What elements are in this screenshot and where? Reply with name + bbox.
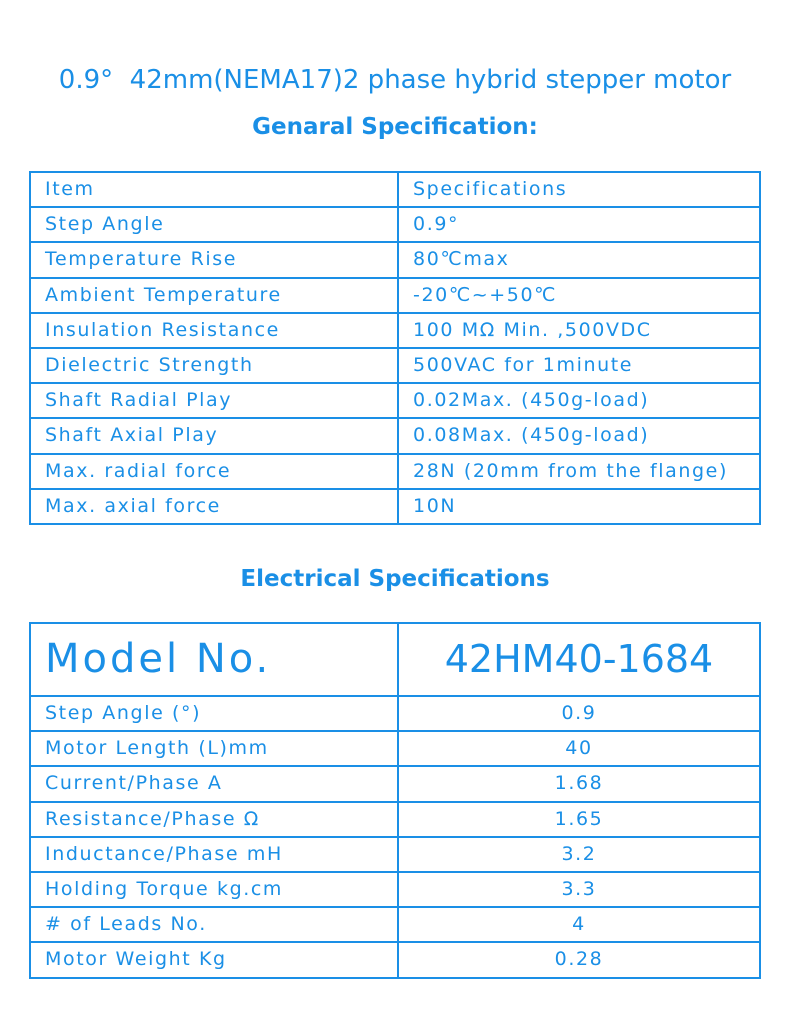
spec-value: 100 MΩ Min. ,500VDC [398, 313, 760, 348]
table-row [30, 872, 760, 907]
spec-value: 40 [398, 731, 760, 766]
page-title: 0.9° 42mm(NEMA17)2 phase hybrid stepper motor [58, 65, 732, 95]
general-spec-table [29, 171, 761, 525]
spec-value: 10N [398, 489, 760, 524]
spec-value: 28N (20mm from the flange) [398, 454, 760, 489]
spec-value: 0.08Max. (450g-load) [398, 418, 760, 453]
header-item: Item [30, 172, 398, 207]
table-row [30, 278, 760, 313]
table-row [30, 802, 760, 837]
model-no-label: Model No. [30, 623, 398, 696]
table-header-row [30, 623, 760, 696]
spec-item: Shaft Radial Play [30, 383, 398, 418]
model-no-value: 42HM40-1684 [398, 623, 760, 696]
spec-item: Holding Torque kg.cm [30, 872, 398, 907]
spec-item: Step Angle [30, 207, 398, 242]
electrical-spec-heading: Electrical Specifications [240, 566, 550, 592]
spec-item: Motor Weight Kg [30, 942, 398, 977]
table-row [30, 313, 760, 348]
spec-item: Ambient Temperature [30, 278, 398, 313]
table-row [30, 418, 760, 453]
table-row [30, 907, 760, 942]
spec-item: Step Angle (°) [30, 696, 398, 731]
table-row [30, 766, 760, 801]
spec-item: Inductance/Phase mH [30, 837, 398, 872]
spec-value: -20℃~+50℃ [398, 278, 760, 313]
spec-item: Shaft Axial Play [30, 418, 398, 453]
general-spec-heading: Genaral Specification: [252, 114, 538, 140]
spec-value: 0.9 [398, 696, 760, 731]
table-row [30, 837, 760, 872]
spec-value: 4 [398, 907, 760, 942]
table-row [30, 489, 760, 524]
spec-value: 0.9° [398, 207, 760, 242]
spec-item: Temperature Rise [30, 242, 398, 277]
table-row [30, 454, 760, 489]
spec-item: Current/Phase A [30, 766, 398, 801]
table-row [30, 207, 760, 242]
spec-value: 1.65 [398, 802, 760, 837]
spec-value: 500VAC for 1minute [398, 348, 760, 383]
spec-value: 0.02Max. (450g-load) [398, 383, 760, 418]
spec-item: Resistance/Phase Ω [30, 802, 398, 837]
spec-value: 1.68 [398, 766, 760, 801]
spec-value: 3.2 [398, 837, 760, 872]
electrical-spec-table [29, 622, 761, 979]
header-specifications: Specifications [398, 172, 760, 207]
spec-item: Dielectric Strength [30, 348, 398, 383]
table-row [30, 696, 760, 731]
table-header-row [30, 172, 760, 207]
spec-item: Max. axial force [30, 489, 398, 524]
spec-value: 3.3 [398, 872, 760, 907]
table-row [30, 348, 760, 383]
table-row [30, 942, 760, 977]
table-row [30, 731, 760, 766]
table-row [30, 383, 760, 418]
spec-item: # of Leads No. [30, 907, 398, 942]
table-row [30, 242, 760, 277]
spec-item: Max. radial force [30, 454, 398, 489]
spec-item: Motor Length (L)mm [30, 731, 398, 766]
spec-value: 80℃max [398, 242, 760, 277]
spec-value: 0.28 [398, 942, 760, 977]
spec-item: Insulation Resistance [30, 313, 398, 348]
